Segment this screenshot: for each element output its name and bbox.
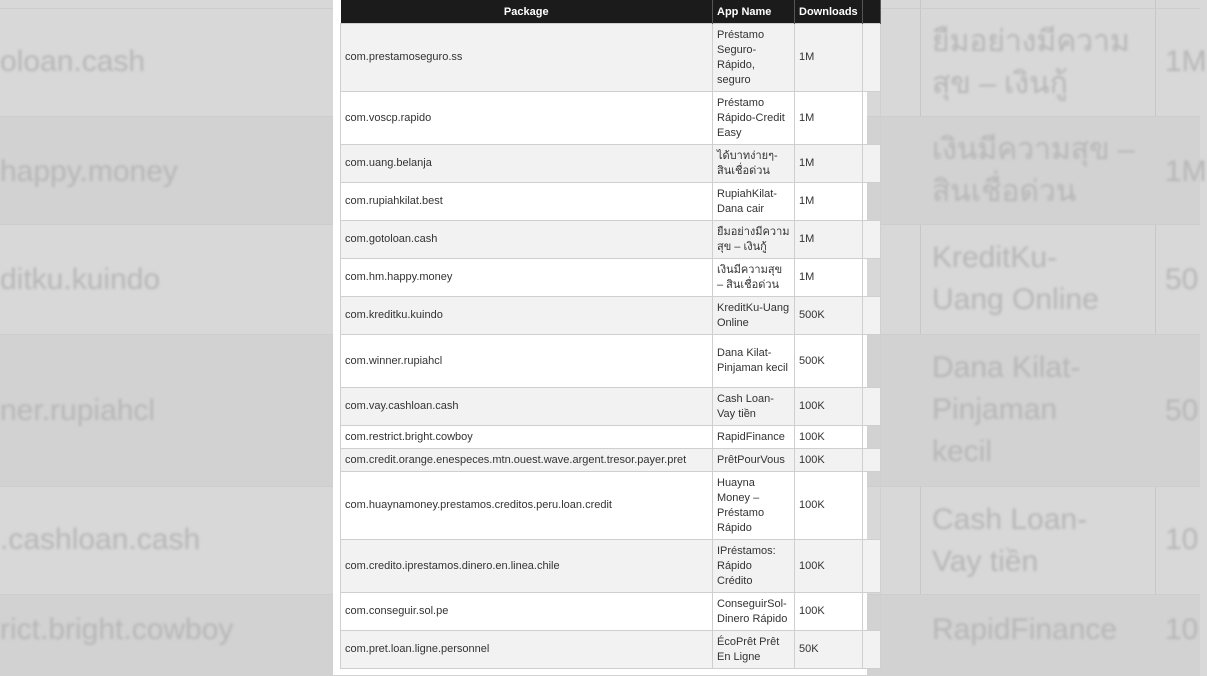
table-row — [341, 297, 881, 335]
cell-extra — [863, 183, 881, 221]
table-row — [341, 92, 881, 145]
cell-extra — [863, 297, 881, 335]
cell-app-name: เงินมีความสุข – สินเชื่อด่วน — [713, 259, 795, 297]
cell-downloads: 100K — [795, 593, 863, 631]
cell-app-name: ได้บาทง่ายๆ-สินเชื่อด่วน — [713, 145, 795, 183]
cell-downloads: 100K — [795, 426, 863, 449]
table-row — [341, 593, 881, 631]
cell-extra — [863, 449, 881, 472]
bg-package: ditku.kuindo — [0, 263, 161, 296]
bg-app-name: Cash Loan- Vay tiền — [932, 503, 1088, 578]
table-row — [341, 631, 881, 669]
cell-package: com.credito.iprestamos.dinero.en.linea.chile — [341, 540, 713, 593]
cell-downloads: 1M — [795, 92, 863, 145]
bg-app-name: RapidFinance — [932, 613, 1118, 646]
loan-apps-table — [340, 0, 881, 669]
cell-extra — [863, 426, 881, 449]
bg-app-name: ยืมอย่างมีความ สุข – เงินกู้ — [932, 25, 1130, 100]
cell-downloads: 50K — [795, 631, 863, 669]
cell-package: com.voscp.rapido — [341, 92, 713, 145]
cell-app-name: ÉcoPrêt Prêt En Ligne — [713, 631, 795, 669]
table-row — [341, 335, 881, 388]
bg-downloads: 10 — [1165, 613, 1199, 646]
bg-app-name: เงินมีความสุข – สินเชื่อด่วน — [932, 133, 1135, 208]
cell-downloads: 1M — [795, 183, 863, 221]
cell-extra — [863, 221, 881, 259]
cell-extra — [863, 593, 881, 631]
cell-package: com.rupiahkilat.best — [341, 183, 713, 221]
header-extra-column — [863, 0, 881, 24]
cell-package: com.winner.rupiahcl — [341, 335, 713, 388]
cell-package: com.conseguir.sol.pe — [341, 593, 713, 631]
cell-package: com.kreditku.kuindo — [341, 297, 713, 335]
table-row — [341, 540, 881, 593]
cell-package: com.credit.orange.enespeces.mtn.ouest.wave.argent.tresor.payer.pret — [341, 449, 713, 472]
cell-app-name: Préstamo Seguro-Rápido, seguro — [713, 24, 795, 92]
cell-package: com.vay.cashloan.cash — [341, 388, 713, 426]
table-row — [341, 183, 881, 221]
document-panel — [333, 0, 867, 675]
cell-app-name: Huayna Money – Préstamo Rápido — [713, 472, 795, 540]
bg-downloads: 50 — [1165, 394, 1199, 427]
cell-package: com.huaynamoney.prestamos.creditos.peru.loan.credit — [341, 472, 713, 540]
cell-app-name: RupiahKilat-Dana cair — [713, 183, 795, 221]
bg-app-name: Dana Kilat- Pinjaman kecil — [932, 351, 1081, 468]
cell-extra — [863, 472, 881, 540]
table-row — [341, 388, 881, 426]
bg-package: .cashloan.cash — [0, 523, 201, 556]
header-downloads: Downloads — [795, 0, 863, 24]
table-row — [341, 426, 881, 449]
cell-app-name: Cash Loan-Vay tiền — [713, 388, 795, 426]
cell-downloads: 500K — [795, 297, 863, 335]
bg-downloads: 1M — [1165, 155, 1207, 188]
cell-downloads: 100K — [795, 388, 863, 426]
cell-package: com.pret.loan.ligne.personnel — [341, 631, 713, 669]
cell-extra — [863, 540, 881, 593]
cell-downloads: 1M — [795, 221, 863, 259]
cell-downloads: 1M — [795, 24, 863, 92]
cell-extra — [863, 145, 881, 183]
cell-app-name: Préstamo Rápido-Credit Easy — [713, 92, 795, 145]
cell-extra — [863, 388, 881, 426]
bg-downloads: 50 — [1165, 263, 1199, 296]
table-row — [341, 259, 881, 297]
header-package: Package — [341, 0, 713, 24]
cell-package: com.prestamoseguro.ss — [341, 24, 713, 92]
cell-app-name: Dana Kilat-Pinjaman kecil — [713, 335, 795, 388]
cell-package: com.restrict.bright.cowboy — [341, 426, 713, 449]
header-app-name: App Name — [713, 0, 795, 24]
cell-downloads: 1M — [795, 145, 863, 183]
table-row — [341, 145, 881, 183]
bg-downloads: 1M — [1165, 45, 1207, 78]
cell-downloads: 100K — [795, 472, 863, 540]
bg-package: rict.bright.cowboy — [0, 613, 234, 646]
cell-package: com.gotoloan.cash — [341, 221, 713, 259]
cell-extra — [863, 24, 881, 92]
cell-package: com.uang.belanja — [341, 145, 713, 183]
cell-downloads: 100K — [795, 449, 863, 472]
cell-app-name: ยืมอย่างมีความสุข – เงินกู้ — [713, 221, 795, 259]
cell-downloads: 500K — [795, 335, 863, 388]
cell-extra — [863, 259, 881, 297]
cell-app-name: KreditKu-Uang Online — [713, 297, 795, 335]
bg-package: happy.money — [0, 155, 178, 188]
bg-app-name: KreditKu- Uang Online — [932, 241, 1099, 316]
cell-extra — [863, 335, 881, 388]
cell-extra — [863, 92, 881, 145]
table-row — [341, 449, 881, 472]
cell-downloads: 100K — [795, 540, 863, 593]
cell-app-name: IPréstamos: Rápido Crédito — [713, 540, 795, 593]
table-row — [341, 24, 881, 92]
cell-package: com.hm.happy.money — [341, 259, 713, 297]
table-header-row — [341, 0, 881, 24]
bg-package: oloan.cash — [0, 45, 146, 78]
cell-app-name: PrêtPourVous — [713, 449, 795, 472]
cell-app-name: ConseguirSol-Dinero Rápido — [713, 593, 795, 631]
table-row — [341, 472, 881, 540]
bg-downloads: 10 — [1165, 523, 1199, 556]
cell-app-name: RapidFinance — [713, 426, 795, 449]
cell-extra — [863, 631, 881, 669]
bg-package: ner.rupiahcl — [0, 394, 156, 427]
cell-downloads: 1M — [795, 259, 863, 297]
table-row — [341, 221, 881, 259]
